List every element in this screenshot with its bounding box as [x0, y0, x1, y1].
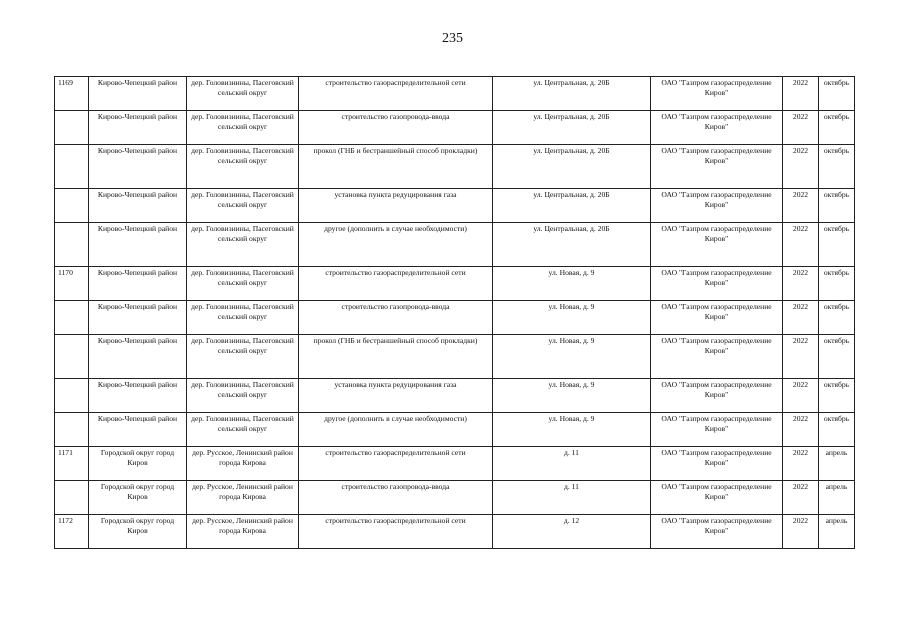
cell-settlement: дер. Головизнины, Пасеговский сельский округ [187, 335, 299, 379]
cell-settlement: дер. Головизнины, Пасеговский сельский округ [187, 379, 299, 413]
cell-organization: ОАО "Газпром газораспределение Киров" [651, 447, 783, 481]
cell-settlement: дер. Русское, Ленинский район города Кирова [187, 481, 299, 515]
cell-work: прокол (ГНБ и бестраншейный способ прокладки) [299, 145, 493, 189]
cell-settlement: дер. Головизнины, Пасеговский сельский округ [187, 223, 299, 267]
cell-municipality: Кирово-Чепецкий район [89, 413, 187, 447]
cell-municipality: Городской округ город Киров [89, 447, 187, 481]
cell-num [55, 379, 89, 413]
cell-work: строительство газораспределительной сети [299, 267, 493, 301]
cell-year: 2022 [783, 267, 819, 301]
cell-month: октябрь [819, 77, 855, 111]
cell-month: апрель [819, 515, 855, 549]
cell-settlement: дер. Головизнины, Пасеговский сельский округ [187, 77, 299, 111]
cell-address: ул. Новая, д. 9 [493, 379, 651, 413]
cell-work: установка пункта редуцирования газа [299, 379, 493, 413]
cell-work: установка пункта редуцирования газа [299, 189, 493, 223]
cell-work: прокол (ГНБ и бестраншейный способ прокладки) [299, 335, 493, 379]
cell-work: строительство газопровода-ввода [299, 481, 493, 515]
cell-organization: ОАО "Газпром газораспределение Киров" [651, 481, 783, 515]
cell-address: д. 11 [493, 481, 651, 515]
cell-settlement: дер. Головизнины, Пасеговский сельский округ [187, 413, 299, 447]
cell-municipality: Кирово-Чепецкий район [89, 335, 187, 379]
page-number: 235 [442, 31, 463, 46]
cell-address: ул. Центральная, д. 20Б [493, 77, 651, 111]
cell-address: ул. Центральная, д. 20Б [493, 111, 651, 145]
cell-settlement: дер. Головизнины, Пасеговский сельский округ [187, 301, 299, 335]
cell-organization: ОАО "Газпром газораспределение Киров" [651, 515, 783, 549]
table-row [55, 111, 855, 145]
cell-year: 2022 [783, 189, 819, 223]
table-row [55, 379, 855, 413]
cell-num [55, 189, 89, 223]
cell-work: другое (дополнить в случае необходимости) [299, 413, 493, 447]
cell-address: ул. Новая, д. 9 [493, 335, 651, 379]
cell-month: октябрь [819, 379, 855, 413]
cell-month: октябрь [819, 413, 855, 447]
table-row [55, 145, 855, 189]
cell-address: ул. Новая, д. 9 [493, 301, 651, 335]
cell-year: 2022 [783, 515, 819, 549]
cell-month: октябрь [819, 223, 855, 267]
cell-municipality: Кирово-Чепецкий район [89, 77, 187, 111]
cell-month: октябрь [819, 267, 855, 301]
cell-address: ул. Новая, д. 9 [493, 267, 651, 301]
cell-address: ул. Центральная, д. 20Б [493, 223, 651, 267]
cell-municipality: Кирово-Чепецкий район [89, 111, 187, 145]
cell-year: 2022 [783, 379, 819, 413]
cell-municipality: Кирово-Чепецкий район [89, 145, 187, 189]
cell-organization: ОАО "Газпром газораспределение Киров" [651, 145, 783, 189]
cell-year: 2022 [783, 77, 819, 111]
cell-year: 2022 [783, 223, 819, 267]
cell-month: октябрь [819, 335, 855, 379]
cell-month: октябрь [819, 189, 855, 223]
cell-month: октябрь [819, 111, 855, 145]
cell-num [55, 301, 89, 335]
cell-num [55, 335, 89, 379]
cell-num: 1170 [55, 267, 89, 301]
cell-organization: ОАО "Газпром газораспределение Киров" [651, 189, 783, 223]
cell-organization: ОАО "Газпром газораспределение Киров" [651, 223, 783, 267]
cell-municipality: Кирово-Чепецкий район [89, 379, 187, 413]
cell-year: 2022 [783, 413, 819, 447]
cell-num [55, 145, 89, 189]
table-row [55, 301, 855, 335]
cell-settlement: дер. Головизнины, Пасеговский сельский округ [187, 145, 299, 189]
cell-num: 1172 [55, 515, 89, 549]
cell-num [55, 223, 89, 267]
cell-organization: ОАО "Газпром газораспределение Киров" [651, 111, 783, 145]
cell-month: октябрь [819, 145, 855, 189]
cell-work: строительство газораспределительной сети [299, 515, 493, 549]
cell-municipality: Городской округ город Киров [89, 515, 187, 549]
cell-year: 2022 [783, 335, 819, 379]
cell-municipality: Кирово-Чепецкий район [89, 189, 187, 223]
cell-municipality: Кирово-Чепецкий район [89, 267, 187, 301]
cell-num [55, 481, 89, 515]
cell-work: строительство газораспределительной сети [299, 447, 493, 481]
cell-municipality: Кирово-Чепецкий район [89, 301, 187, 335]
cell-address: д. 12 [493, 515, 651, 549]
cell-year: 2022 [783, 111, 819, 145]
cell-year: 2022 [783, 447, 819, 481]
cell-num: 1171 [55, 447, 89, 481]
cell-organization: ОАО "Газпром газораспределение Киров" [651, 267, 783, 301]
cell-organization: ОАО "Газпром газораспределение Киров" [651, 77, 783, 111]
cell-month: октябрь [819, 301, 855, 335]
table-row [55, 267, 855, 301]
table-row [55, 77, 855, 111]
cell-month: апрель [819, 447, 855, 481]
table-row [55, 189, 855, 223]
cell-organization: ОАО "Газпром газораспределение Киров" [651, 413, 783, 447]
cell-settlement: дер. Головизнины, Пасеговский сельский округ [187, 111, 299, 145]
cell-settlement: дер. Головизнины, Пасеговский сельский округ [187, 267, 299, 301]
cell-address: ул. Центральная, д. 20Б [493, 145, 651, 189]
cell-work: другое (дополнить в случае необходимости) [299, 223, 493, 267]
cell-address: ул. Новая, д. 9 [493, 413, 651, 447]
table-row [55, 515, 855, 549]
table-row [55, 413, 855, 447]
cell-organization: ОАО "Газпром газораспределение Киров" [651, 301, 783, 335]
cell-num [55, 413, 89, 447]
cell-work: строительство газопровода-ввода [299, 111, 493, 145]
table-row [55, 223, 855, 267]
cell-year: 2022 [783, 301, 819, 335]
cell-municipality: Городской округ город Киров [89, 481, 187, 515]
cell-organization: ОАО "Газпром газораспределение Киров" [651, 379, 783, 413]
cell-year: 2022 [783, 481, 819, 515]
cell-municipality: Кирово-Чепецкий район [89, 223, 187, 267]
cell-num: 1169 [55, 77, 89, 111]
cell-address: д. 11 [493, 447, 651, 481]
table-row [55, 335, 855, 379]
table-row [55, 481, 855, 515]
cell-address: ул. Центральная, д. 20Б [493, 189, 651, 223]
cell-month: апрель [819, 481, 855, 515]
table-row [55, 447, 855, 481]
cell-num [55, 111, 89, 145]
cell-work: строительство газопровода-ввода [299, 301, 493, 335]
cell-settlement: дер. Головизнины, Пасеговский сельский округ [187, 189, 299, 223]
works-table [54, 76, 855, 549]
cell-settlement: дер. Русское, Ленинский район города Кирова [187, 515, 299, 549]
cell-work: строительство газораспределительной сети [299, 77, 493, 111]
cell-year: 2022 [783, 145, 819, 189]
cell-organization: ОАО "Газпром газораспределение Киров" [651, 335, 783, 379]
cell-settlement: дер. Русское, Ленинский район города Кирова [187, 447, 299, 481]
